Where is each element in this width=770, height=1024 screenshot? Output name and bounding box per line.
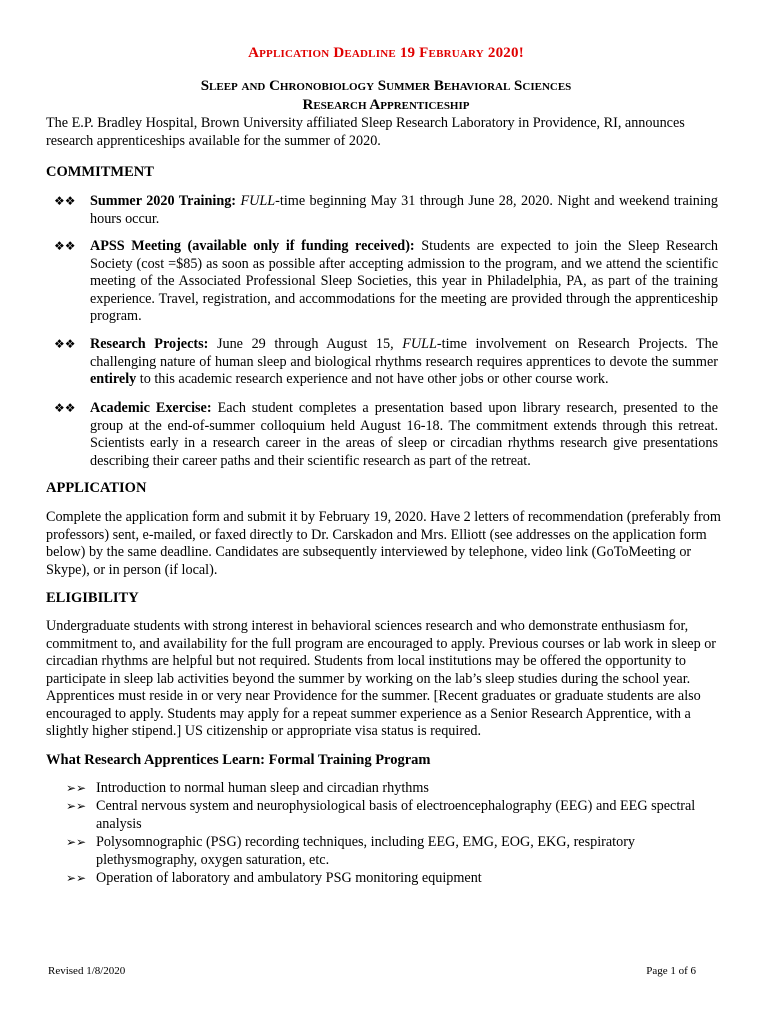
learn-item: ➢➢ Introduction to normal human sleep and circadian rhythms [66,780,429,796]
item-text: -time beginning May 31 through June 28, 2020. Night and weekend training hours occur. [90,193,718,227]
arrow-bullet-icon: ➢➢ [66,799,87,813]
commitment-heading: COMMITMENT [46,164,154,180]
application-paragraph: Complete the application form and submit it by February 19, 2020. Have 2 letters of recommendation (preferably from professors) sent, e-mailed, or faxed directly to Dr. Carskadon and Mrs. Elliott (see addresses on the application form below) by the same deadline. Candidates are subsequently interviewed by telephone, video link (GoToMeeting or Skype), or in person (if local). [46,509,721,578]
learn-item: ➢➢ Central nervous system and neurophysiological basis of electroencephalography (EEG) and EEG spectral analysis [66,798,696,832]
eligibility-heading: ELIGIBILITY [46,590,139,606]
item-text: Each student completes a presentation based upon library research, presented to the group at the end-of-summer colloquium held August 16-18. The commitment extends through this retreat. Scientists early in a research career in the areas of sleep or circadian rhythms research give presentations describing their career paths and their scientific research as part of the retreat. [90,400,719,469]
document-title [46,77,726,115]
application-deadline: Application Deadline 19 February 2020! [248,45,524,61]
item-emphasis: FULL [402,336,437,352]
learn-item: ➢➢ Polysomnographic (PSG) recording techniques, including EEG, EMG, EOG, EKG, respiratory plethysmography, oxygen saturation, etc. [66,834,636,868]
item-label: Academic Exercise: [90,400,212,416]
arrow-bullet-icon: ➢➢ [66,871,87,885]
title-line-2: Research Apprenticeship [302,97,470,113]
footer-revised-date: Revised 1/8/2020 [48,965,126,977]
eligibility-paragraph: Undergraduate students with strong interest in behavioral sciences research and who demonstrate enthusiasm for, commitment to, and availability for the full program are encouraged to apply. Previous courses or lab work in sleep or circadian rhythms are helpful but not required. Students from local institutions may be offered the opportunity to participate in sleep lab activities beyond the summer by working on the lab’s sleep studies during the school year. Apprentices must reside in or very near Providence for the summer. [Recent graduates or graduate students are also encouraged to apply. Students may apply for a repeat summer experience as a Senior Research Apprentice, with a slightly higher stipend.] US citizenship or appropriate visa status is required. [46,618,717,739]
learn-heading: What Research Apprentices Learn: Formal Training Program [46,752,431,768]
item-strong: entirely [90,371,137,387]
diamond-bullet-icon: ❖❖ [54,239,76,253]
diamond-bullet-icon: ❖❖ [54,194,76,208]
item-emphasis: FULL [240,193,276,209]
item-label: APSS Meeting (available only if funding received): [90,238,415,254]
item-label: Research Projects: [90,336,209,352]
commitment-item-training [54,193,718,228]
commitment-item-academic [54,400,718,470]
intro-paragraph: The E.P. Bradley Hospital, Brown University affiliated Sleep Research Laboratory in Providence, RI, announces research apprenticeships available for the summer of 2020. [46,115,685,149]
diamond-bullet-icon: ❖❖ [54,337,76,351]
commitment-item-apss [54,238,718,326]
title-line-1: Sleep and Chronobiology Summer Behavioral Sciences [200,78,572,94]
item-text: Students are expected to join the Sleep Research Society (cost =$85) as soon as possible after accepting admission to the program, and we attend the scientific meeting of the Associated Professional Sleep Societies, this year in Philadelphia, PA, as part of the training experience. Travel, registration, and accommodations for the meeting are provided through the apprenticeship program. [90,238,719,324]
arrow-bullet-icon: ➢➢ [66,835,87,849]
footer-page-number: Page 1 of 6 [646,965,696,977]
diamond-bullet-icon: ❖❖ [54,401,76,415]
learn-item: ➢➢ Operation of laboratory and ambulatory PSG monitoring equipment [66,870,482,886]
arrow-bullet-icon: ➢➢ [66,781,87,795]
application-heading: APPLICATION [46,480,147,496]
item-label: Summer 2020 Training: [90,193,237,209]
commitment-item-research: ❖❖ Research Projects: June 29 through August 15, FULL-time involvement on Research Projects. The challenging nature of human sleep and biological rhythms research requires apprentices to devote the summer entirely to this academic research experience and not have other jobs or other course work. [54,336,718,387]
